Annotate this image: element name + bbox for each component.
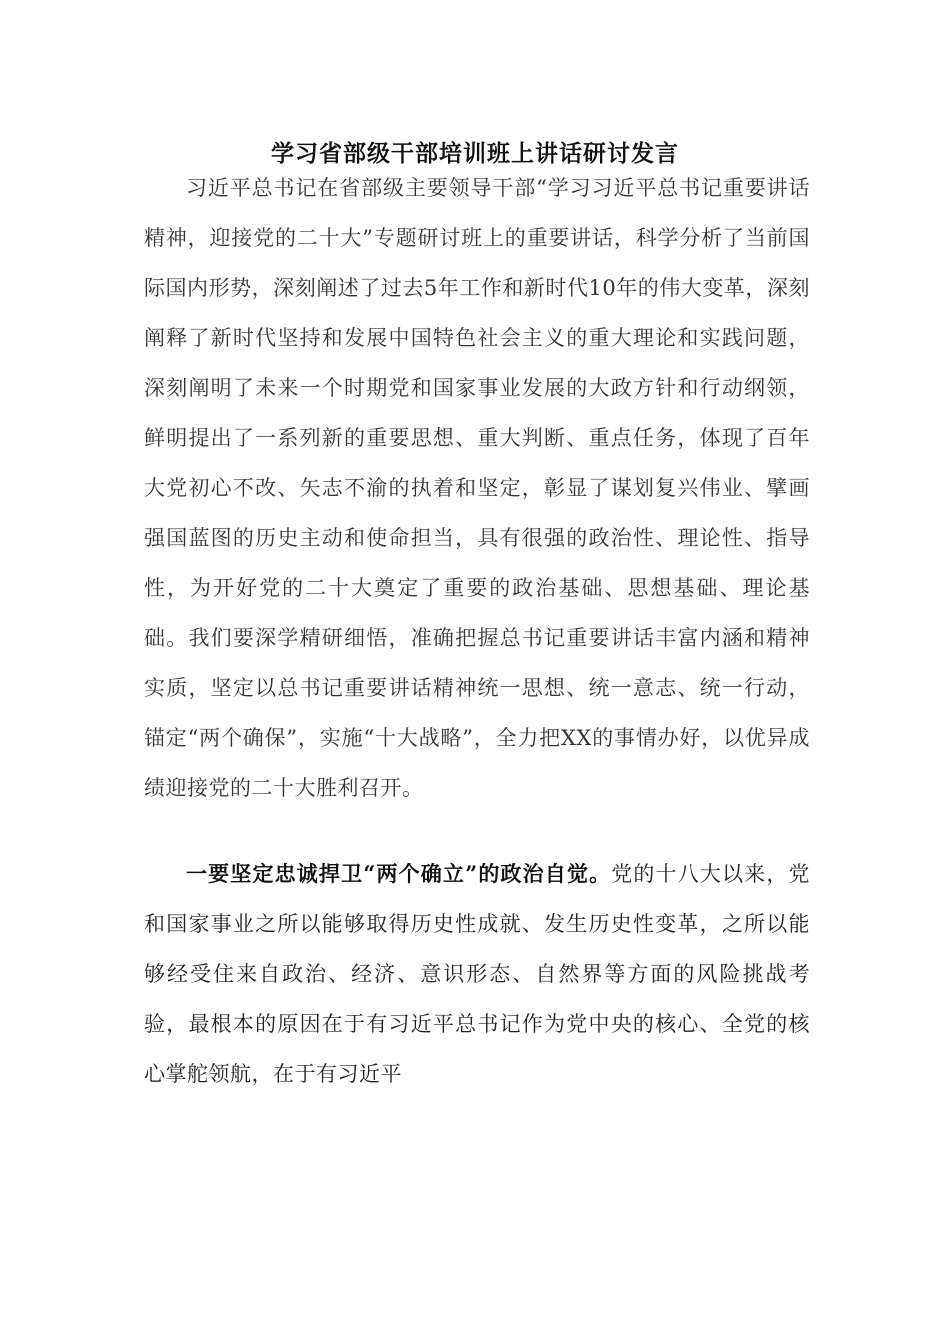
paragraph-1: 习近平总书记在省部级主要领导干部“学习习近平总书记重要讲话精神，迎接党的二十大”专题研讨班上的重要讲话，科学分析了当前国际国内形势，深刻阐述了过去5年工作和新时代10年的伟大变革，深刻阐释了新时代坚持和发展中国特色社会主义的重大理论和实践问题，深刻阐明了未来一个时期党和国家事业发展的大政方针和行动纲领，鲜明提出了一系列新的重要思想、重大判断、重点任务，体现了百年大党初心不改、矢志不渝的执着和坚定，彰显了谋划复兴伟业、擘画强国蓝图的历史主动和使命担当，具有很强的政治性、理论性、指导性，为开好党的二十大奠定了重要的政治基础、思想基础、理论基础。我们要深学精研细悟，准确把握总书记重要讲话丰富内涵和精神实质，坚定以总书记重要讲话精神统一思想、统一意志、统一行动，锚定“两个确保”，实施“十大战略”，全力把XX的事情办好，以优异成绩迎接党的二十大胜利召开。 bbox=[144, 176, 810, 800]
document-title: 学习省部级干部培训班上讲话研讨发言 bbox=[271, 140, 679, 167]
paragraph-2 bbox=[144, 849, 810, 1099]
paragraph-2-lead: 一要坚定忠诚捍卫“两个确立”的政治自觉。 bbox=[186, 861, 612, 886]
paragraph-2-body: 党的十八大以来，党和国家事业之所以能够取得历史性成就、发生历史性变革，之所以能够经受住来自政治、经济、意识形态、自然界等方面的风险挑战考验，最根本的原因在于有习近平总书记作为党中央的核心、全党的核心掌舵领航，在于有习近平 bbox=[144, 862, 810, 1086]
